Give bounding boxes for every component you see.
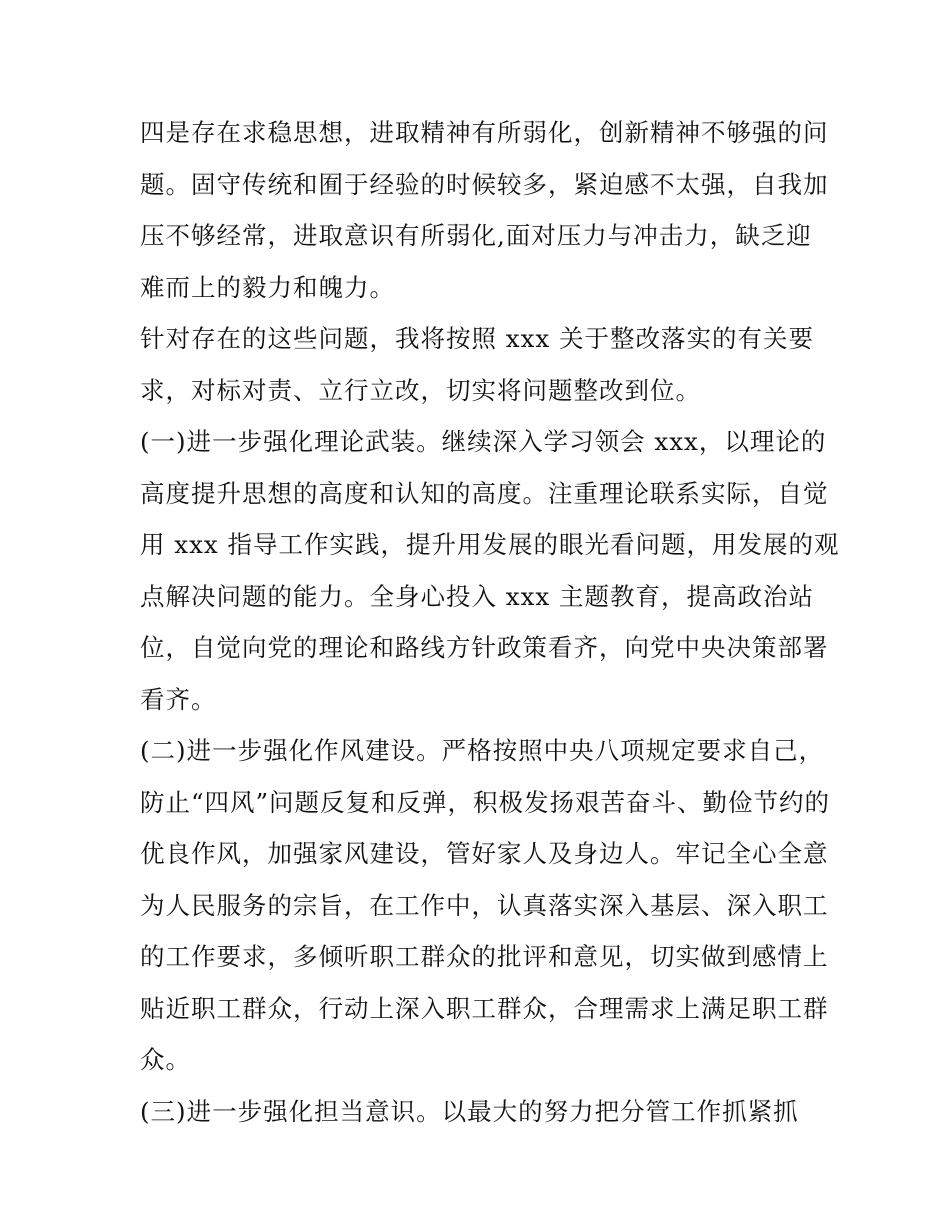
document-body bbox=[140, 107, 840, 1137]
text-line: (一)进一步强化理论武装。继续深入学习领会 xxx，以理论的 bbox=[140, 427, 827, 456]
text-line: 位，自觉向党的理论和路线方针政策看齐，向党中央决策部署 bbox=[140, 633, 829, 662]
text-line: 贴近职工群众，行动上深入职工群众，合理需求上满足职工群 bbox=[140, 993, 829, 1023]
text-line: 四是存在求稳思想，进取精神有所弱化，创新精神不够强的问 bbox=[140, 118, 829, 147]
text-line: (二)进一步强化作风建设。严格按照中央八项规定要求自己， bbox=[140, 736, 825, 765]
text-line: 看齐。 bbox=[140, 684, 217, 714]
text-line: 难而上的毅力和魄力。 bbox=[140, 272, 395, 302]
text-line: 的工作要求，多倾听职工群众的批评和意见，切实做到感情上 bbox=[140, 942, 829, 971]
text-line: 防止“四风”问题反复和反弹，积极发扬艰苦奋斗、勤俭节约的 bbox=[140, 787, 831, 817]
text-line: 为人民服务的宗旨，在工作中，认真落实深入基层、深入职工 bbox=[140, 890, 829, 920]
text-line: 优良作风，加强家风建设，管好家人及身边人。牢记全心全意 bbox=[140, 839, 829, 868]
text-line: 压不够经常，进取意识有所弱化,面对压力与冲击力，缺乏迎 bbox=[140, 221, 812, 250]
text-line: 用 xxx 指导工作实践，提升用发展的眼光看问题，用发展的观 bbox=[140, 530, 840, 559]
text-line: 题。固守传统和囿于经验的时候较多，紧迫感不太强，自我加 bbox=[140, 169, 829, 199]
text-line: 求，对标对责、立行立改，切实将问题整改到位。 bbox=[140, 375, 701, 405]
text-line: 高度提升思想的高度和认知的高度。注重理论联系实际，自觉 bbox=[140, 478, 829, 508]
text-line: 点解决问题的能力。全身心投入 xxx 主题教育，提高政治站 bbox=[140, 581, 815, 611]
text-line: (三)进一步强化担当意识。以最大的努力把分管工作抓紧抓 bbox=[140, 1096, 799, 1126]
text-line: 针对存在的这些问题，我将按照 xxx 关于整改落实的有关要 bbox=[140, 324, 815, 353]
text-line: 众。 bbox=[140, 1045, 191, 1074]
